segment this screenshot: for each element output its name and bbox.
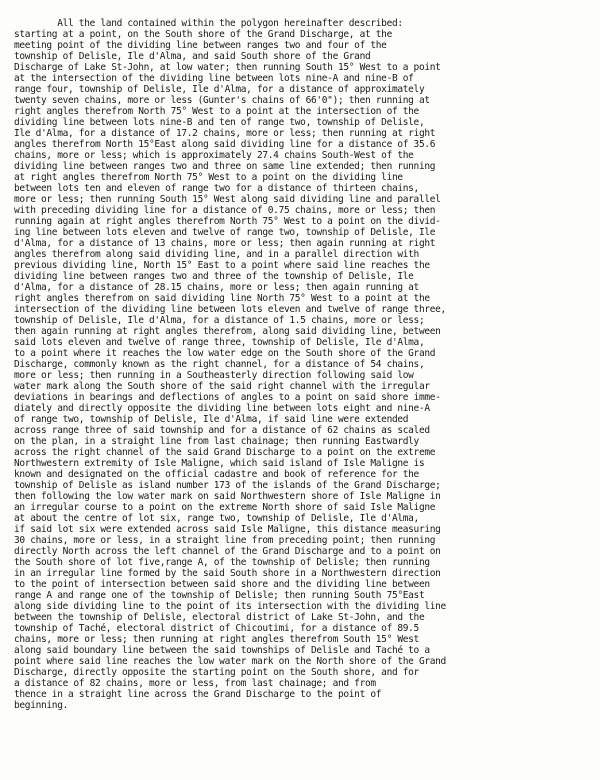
document-line: ing line between lots eleven and twelve of range two, township of Delisle, Ile — [14, 227, 436, 238]
document-line: d'Alma, for a distance of 13 chains, more or less; then again running at right — [14, 238, 436, 249]
document-line: previous dividing line, North 15° East to a point where said line reaches the — [14, 260, 430, 271]
document-line: diately and directly opposite the dividing line between lots eight and nine-A — [14, 403, 430, 414]
document-line: the South shore of lot five,range A, of the township of Delisle; then running — [14, 557, 430, 568]
document-line: on the plan, in a straight line from last chainage; then running Eastwardly — [14, 436, 419, 447]
document-line: along side dividing line to the point of its intersection with the dividing line — [14, 601, 446, 612]
document-line: directly North across the left channel of the Grand Discharge and to a point on — [14, 546, 441, 557]
document-line: township of Delisle, Ile d'Alma, for a distance of 1.5 chains, more or less; — [14, 315, 425, 326]
document-line: of range two, township of Delisle, Ile d'Alma, if said line were extended — [14, 414, 409, 425]
document-line: to the point of intersection between said shore and the dividing line between — [14, 579, 430, 590]
document-line: to a point where it reaches the low water edge on the South shore of the Grand — [14, 348, 436, 359]
document-line: township of Delisle as island number 173 of the islands of the Grand Discharge; — [14, 480, 441, 491]
document-line: in an irregular line formed by the said South shore in a Northwestern direction — [14, 568, 441, 579]
document-line: thence in a straight line across the Grand Discharge to the point of — [14, 689, 382, 700]
document-line: d'Alma, for a distance of 28.15 chains, more or less; then again running at — [14, 282, 419, 293]
document-line: 30 chains, more or less, in a straight line from preceding point; then running — [14, 535, 436, 546]
document-line: more or less; then running South 15° West along said dividing line and parallel — [14, 194, 441, 205]
document-line: township of Taché, electoral district of Chicoutimi, for a distance of 89.5 — [14, 623, 419, 634]
document-line: deviations in bearings and deflections of angles to a point on said shore imme- — [14, 392, 441, 403]
document-line: angles therefrom along said dividing line, and in a parallel direction with — [14, 249, 419, 260]
document-line: intersection of the dividing line between lots eleven and twelve of range three, — [14, 304, 446, 315]
document-line: between lots ten and eleven of range two for a distance of thirteen chains, — [14, 183, 419, 194]
document-line: Discharge of Lake St-John, at low water; then running South 15° West to a point — [14, 62, 441, 73]
document-line: between the township of Delisle, electoral district of Lake St-John, and the — [14, 612, 425, 623]
document-line: an irregular course to a point on the extreme North shore of said Isle Maligne — [14, 502, 436, 513]
document-line: angles therefrom North 15°East along said dividing line for a distance of 35.6 — [14, 139, 436, 150]
document-line: right angles therefrom on said dividing line North 75° West to a point at the — [14, 293, 430, 304]
document-line: Northwestern extremity of Isle Maligne, which said island of Isle Maligne is — [14, 458, 425, 469]
document-line: starting at a point, on the South shore of the Grand Discharge, at the — [14, 29, 392, 40]
legal-description-text — [14, 18, 596, 711]
document-line: a distance of 82 chains, more or less, from last chainage; and from — [14, 678, 376, 689]
document-line: dividing line between lots nine-B and ten of range two, township of Delisle, — [14, 117, 425, 128]
document-line: across the right channel of the said Grand Discharge to a point on the extreme — [14, 447, 436, 458]
document-line: beginning. — [14, 700, 68, 711]
document-line: along said boundary line between the said townships of Delisle and Taché to a — [14, 645, 430, 656]
document-line: dividing line between ranges two and three of the township of Delisle, Ile — [14, 271, 414, 282]
document-line: at right angles therefrom North 75° West to a point on the dividing line — [14, 172, 403, 183]
document-line: dividing line between ranges two and three on same line extended; then running — [14, 161, 436, 172]
document-line: Discharge, commonly known as the right channel, for a distance of 54 chains, — [14, 359, 425, 370]
document-line: across range three of said township and for a distance of 62 chains as scaled — [14, 425, 430, 436]
document-line: if said lot six were extended across said Isle Maligne, this distance measuring — [14, 524, 441, 535]
document-line: with preceding dividing line for a distance of 0.75 chains, more or less; then — [14, 205, 436, 216]
document-line: at the intersection of the dividing line between lots nine-A and nine-B of — [14, 73, 414, 84]
document-line: at about the centre of lot six, range two, township of Delisle, Ile d'Alma, — [14, 513, 419, 524]
document-line: said lots eleven and twelve of range three, township of Delisle, Ile d'Alma, — [14, 337, 425, 348]
document-line: Discharge, directly opposite the starting point on the South shore, and for — [14, 667, 419, 678]
document-line: running again at right angles therefrom North 75° West to a point on the divid- — [14, 216, 441, 227]
document-line: point where said line reaches the low water mark on the North shore of the Grand — [14, 656, 446, 667]
document-line: known and designated on the official cadastre and book of reference for the — [14, 469, 419, 480]
document-line: range four, township of Delisle, Ile d'Alma, for a distance of approximately — [14, 84, 425, 95]
document-line: water mark along the South shore of the said right channel with the irregular — [14, 381, 430, 392]
document-line: chains, more or less; then running at right angles therefrom South 15° West — [14, 634, 419, 645]
document-line: more or less; then running in a Southeasterly direction following said low — [14, 370, 414, 381]
document-line: township of Delisle, Ile d'Alma, and said South shore of the Grand — [14, 51, 371, 62]
document-line: right angles therefrom North 75° West to a point at the intersection of the — [14, 106, 419, 117]
document-line: then again running at right angles therefrom, along said dividing line, between — [14, 326, 441, 337]
document-line: Ile d'Alma, for a distance of 17.2 chains, more or less; then running at right — [14, 128, 436, 139]
document-line: twenty seven chains, more or less (Gunter's chains of 66'0"); then running at — [14, 95, 430, 106]
document-line: chains, more or less; which is approximately 27.4 chains South-West of the — [14, 150, 414, 161]
document-line: meeting point of the dividing line between ranges two and four of the — [14, 40, 387, 51]
document-line: All the land contained within the polygon hereinafter described: — [14, 18, 403, 29]
document-line: range A and range one of the township of Delisle; then running South 75°East — [14, 590, 425, 601]
document-line: then following the low water mark on said Northwestern shore of Isle Maligne in — [14, 491, 441, 502]
